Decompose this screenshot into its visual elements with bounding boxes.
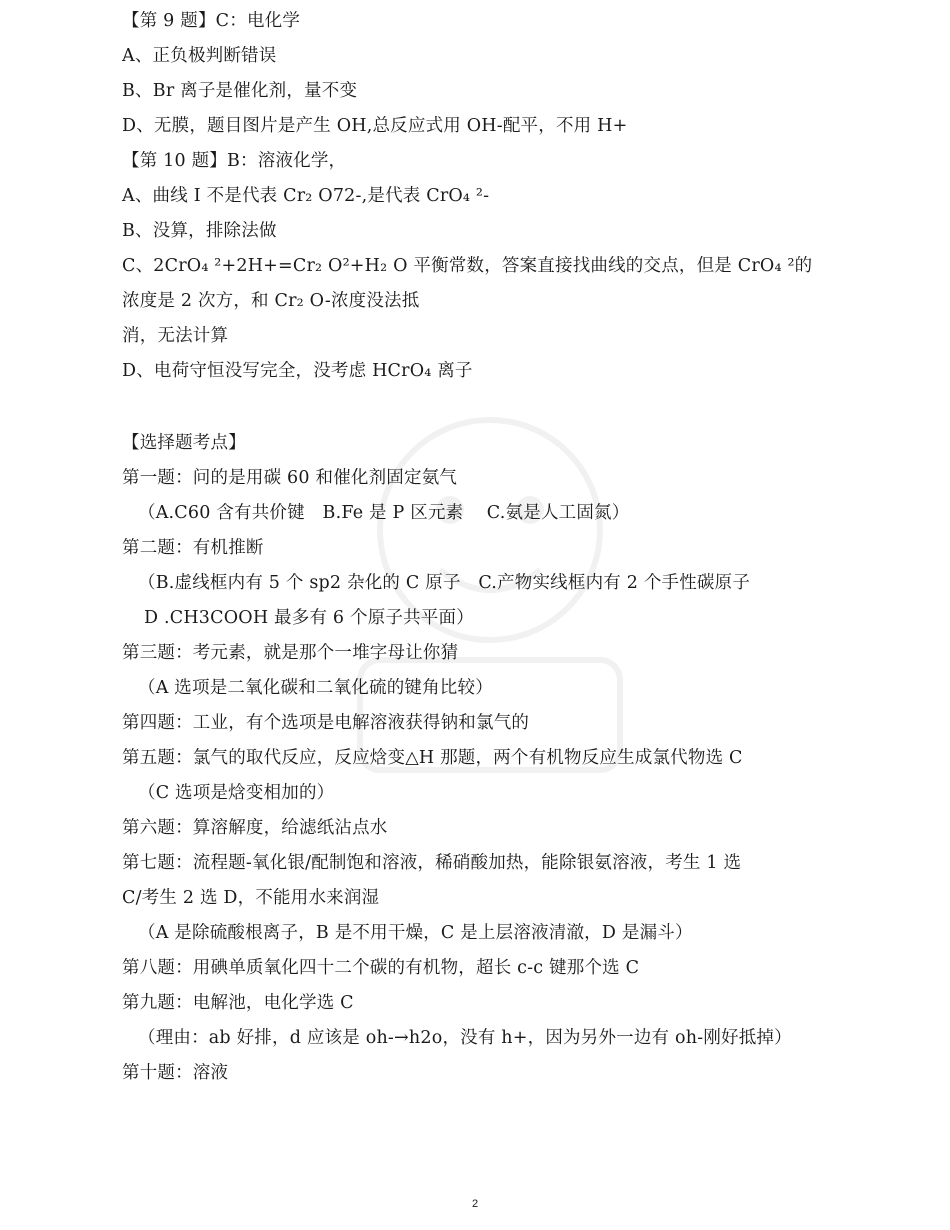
point-q4: 第四题：工业，有个选项是电解溶液获得钠和氯气的 xyxy=(122,713,530,733)
question-10-option-b: B、没算，排除法做 xyxy=(122,221,277,241)
section-title-choice-points: 【选择题考点】 xyxy=(122,433,246,453)
point-q9: 第九题：电解池，电化学选 C xyxy=(122,993,354,1013)
question-10-option-d: D、电荷守恒没写完全，没考虑 HCrO₄ 离子 xyxy=(122,361,473,381)
point-q9-note: （理由：ab 好排，d 应该是 oh-→h2o，没有 h+，因为另外一边有 oh-刚好抵掉） xyxy=(138,1028,792,1048)
question-9-option-b: B、Br 离子是催化剂，量不变 xyxy=(122,81,358,101)
point-q2-note-cont: D .CH3COOH 最多有 6 个原子共平面） xyxy=(144,608,474,628)
question-9-option-d: D、无膜，题目图片是产生 OH,总反应式用 OH-配平，不用 H+ xyxy=(122,116,628,136)
point-q7-cont: C/考生 2 选 D，不能用水来润湿 xyxy=(122,888,380,908)
point-q10: 第十题：溶液 xyxy=(122,1063,229,1083)
point-q3-note: （A 选项是二氧化碳和二氧化硫的键角比较） xyxy=(138,678,493,698)
point-q7-note: （A 是除硫酸根离子，B 是不用干燥，C 是上层溶液清澈，D 是漏斗） xyxy=(138,923,693,943)
question-10-option-c-cont2: 消，无法计算 xyxy=(122,326,229,346)
point-q1: 第一题：问的是用碳 60 和催化剂固定氨气 xyxy=(122,468,458,488)
point-q7: 第七题：流程题-氧化银/配制饱和溶液，稀硝酸加热，能除银氨溶液，考生 1 选 xyxy=(122,853,742,873)
document-body xyxy=(122,8,852,1086)
point-q6: 第六题：算溶解度，给滤纸沾点水 xyxy=(122,818,388,838)
page-number: 2 xyxy=(471,1198,479,1210)
question-9-option-a: A、正负极判断错误 xyxy=(122,46,277,66)
question-10-option-a: A、曲线 I 不是代表 Cr₂ O72-,是代表 CrO₄ ²- xyxy=(122,186,490,206)
point-q5: 第五题：氯气的取代反应，反应焓变△H 那题，两个有机物反应生成氯代物选 C xyxy=(122,748,743,768)
question-10-heading: 【第 10 题】B：溶液化学， xyxy=(122,151,347,171)
question-10-option-c: C、2CrO₄ ²+2H+=Cr₂ O²+H₂ O 平衡常数，答案直接找曲线的交点，但是 CrO₄ ²的 xyxy=(122,256,813,276)
point-q2: 第二题：有机推断 xyxy=(122,538,264,558)
point-q5-note: （C 选项是焓变相加的） xyxy=(138,783,335,803)
point-q8: 第八题：用碘单质氧化四十二个碳的有机物，超长 c-c 键那个选 C xyxy=(122,958,640,978)
point-q2-note: （B.虚线框内有 5 个 sp2 杂化的 C 原子 C.产物实线框内有 2 个手性碳原子 xyxy=(138,573,751,593)
point-q1-note: （A.C60 含有共价键 B.Fe 是 P 区元素 C.氨是人工固氮） xyxy=(138,503,630,523)
question-10-option-c-cont: 浓度是 2 次方，和 Cr₂ O-浓度没法抵 xyxy=(122,291,420,311)
point-q3: 第三题：考元素，就是那个一堆字母让你猜 xyxy=(122,643,459,663)
question-9-heading: 【第 9 题】C：电化学 xyxy=(122,11,301,31)
